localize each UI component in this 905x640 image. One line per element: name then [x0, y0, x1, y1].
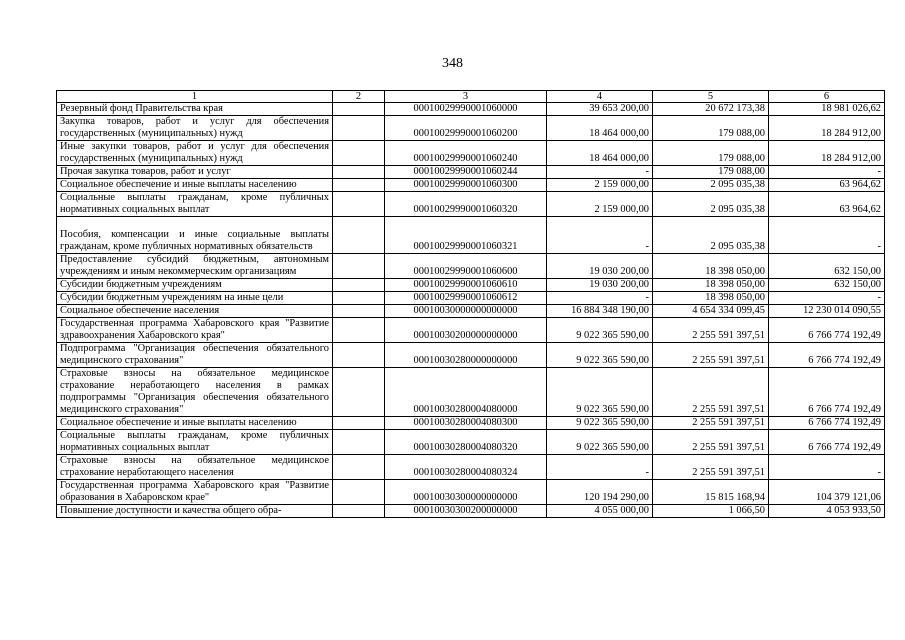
row-blank-cell — [333, 505, 385, 518]
row-value-col4: 19 030 200,00 — [547, 254, 653, 279]
row-value-col4: 9 022 365 590,00 — [547, 430, 653, 455]
table-row — [57, 305, 885, 318]
row-name-cell: Субсидии бюджетным учреждениям — [57, 279, 333, 292]
row-code-cell: 00010030280004080320 — [385, 430, 547, 455]
table-header-row — [57, 91, 885, 103]
row-value-col5: 2 255 591 397,51 — [653, 368, 769, 417]
header-cell-5: 5 — [653, 91, 769, 103]
row-value-col6: 6 766 774 192,49 — [769, 368, 885, 417]
row-name-cell: Резервный фонд Правительства края — [57, 103, 333, 116]
row-blank-cell — [333, 305, 385, 318]
row-code-cell: 00010029990001060300 — [385, 179, 547, 192]
row-code-cell: 00010029990001060200 — [385, 116, 547, 141]
row-value-col6: 6 766 774 192,49 — [769, 343, 885, 368]
table-row — [57, 368, 885, 417]
row-value-col5: 2 095 035,38 — [653, 179, 769, 192]
row-blank-cell — [333, 217, 385, 254]
row-blank-cell — [333, 116, 385, 141]
row-value-col6: 18 284 912,00 — [769, 141, 885, 166]
table-row — [57, 343, 885, 368]
row-value-col6: - — [769, 166, 885, 179]
row-code-cell: 00010030000000000000 — [385, 305, 547, 318]
row-blank-cell — [333, 318, 385, 343]
row-blank-cell — [333, 141, 385, 166]
table-row — [57, 505, 885, 518]
row-code-cell: 00010029990001060321 — [385, 217, 547, 254]
row-blank-cell — [333, 192, 385, 217]
table-row — [57, 279, 885, 292]
header-cell-4: 4 — [547, 91, 653, 103]
row-value-col6: 6 766 774 192,49 — [769, 318, 885, 343]
row-value-col6: 63 964,62 — [769, 179, 885, 192]
row-value-col4: 9 022 365 590,00 — [547, 368, 653, 417]
row-name-cell: Страховые взносы на обязательное медицинское страхование неработающего населения в рамках подпрограммы "Организация обеспечения обязательного медицинского страхования" — [57, 368, 333, 417]
row-name-cell: Подпрограмма "Организация обеспечения обязательного медицинского страхования" — [57, 343, 333, 368]
table-row — [57, 417, 885, 430]
row-value-col4: 4 055 000,00 — [547, 505, 653, 518]
row-value-col4: 19 030 200,00 — [547, 279, 653, 292]
row-value-col5: 15 815 168,94 — [653, 480, 769, 505]
row-blank-cell — [333, 166, 385, 179]
row-value-col6: 6 766 774 192,49 — [769, 417, 885, 430]
row-value-col5: 2 255 591 397,51 — [653, 417, 769, 430]
row-value-col4: 18 464 000,00 — [547, 141, 653, 166]
table-row — [57, 318, 885, 343]
row-name-cell: Предоставление субсидий бюджетным, автономным учреждениям и иным некоммерческим организациям — [57, 254, 333, 279]
row-code-cell: 00010029990001060320 — [385, 192, 547, 217]
row-name-cell: Закупка товаров, работ и услуг для обеспечения государственных (муниципальных) нужд — [57, 116, 333, 141]
table-row — [57, 455, 885, 480]
row-code-cell: 00010030200000000000 — [385, 318, 547, 343]
row-value-col4: - — [547, 166, 653, 179]
row-blank-cell — [333, 179, 385, 192]
row-value-col5: 18 398 050,00 — [653, 292, 769, 305]
row-value-col4: - — [547, 292, 653, 305]
row-value-col6: 104 379 121,06 — [769, 480, 885, 505]
row-value-col5: 179 088,00 — [653, 166, 769, 179]
row-value-col5: 2 255 591 397,51 — [653, 455, 769, 480]
row-blank-cell — [333, 368, 385, 417]
table-row — [57, 103, 885, 116]
row-value-col5: 179 088,00 — [653, 141, 769, 166]
row-name-cell: Пособия, компенсации и иные социальные выплаты гражданам, кроме публичных нормативных обязательств — [57, 217, 333, 254]
row-value-col6: 632 150,00 — [769, 254, 885, 279]
row-value-col5: 18 398 050,00 — [653, 279, 769, 292]
row-code-cell: 00010029990001060600 — [385, 254, 547, 279]
row-value-col6: - — [769, 455, 885, 480]
row-value-col4: - — [547, 455, 653, 480]
row-value-col5: 1 066,50 — [653, 505, 769, 518]
row-code-cell: 00010030300200000000 — [385, 505, 547, 518]
row-code-cell: 00010029990001060240 — [385, 141, 547, 166]
row-name-cell: Социальное обеспечение и иные выплаты населению — [57, 179, 333, 192]
row-value-col5: 2 255 591 397,51 — [653, 430, 769, 455]
row-value-col5: 2 095 035,38 — [653, 217, 769, 254]
row-code-cell: 00010030280004080300 — [385, 417, 547, 430]
table-row — [57, 116, 885, 141]
table-row — [57, 179, 885, 192]
table-row — [57, 254, 885, 279]
row-name-cell: Иные закупки товаров, работ и услуг для обеспечения государственных (муниципальных) нужд — [57, 141, 333, 166]
row-code-cell: 00010030300000000000 — [385, 480, 547, 505]
table-row — [57, 141, 885, 166]
table-row — [57, 217, 885, 254]
row-name-cell: Социальное обеспечение и иные выплаты населению — [57, 417, 333, 430]
row-blank-cell — [333, 455, 385, 480]
row-value-col4: 2 159 000,00 — [547, 192, 653, 217]
row-name-cell: Социальные выплаты гражданам, кроме публичных нормативных социальных выплат — [57, 192, 333, 217]
row-blank-cell — [333, 103, 385, 116]
header-cell-6: 6 — [769, 91, 885, 103]
row-name-cell: Прочая закупка товаров, работ и услуг — [57, 166, 333, 179]
row-name-cell: Субсидии бюджетным учреждениям на иные цели — [57, 292, 333, 305]
row-value-col6: 18 284 912,00 — [769, 116, 885, 141]
row-value-col5: 4 654 334 099,45 — [653, 305, 769, 318]
row-value-col4: 39 653 200,00 — [547, 103, 653, 116]
row-value-col4: 9 022 365 590,00 — [547, 343, 653, 368]
table-row — [57, 480, 885, 505]
row-value-col5: 20 672 173,38 — [653, 103, 769, 116]
row-name-cell: Социальное обеспечение населения — [57, 305, 333, 318]
row-name-cell: Государственная программа Хабаровского края "Развитие образования в Хабаровском крае" — [57, 480, 333, 505]
row-blank-cell — [333, 343, 385, 368]
table-row — [57, 192, 885, 217]
row-blank-cell — [333, 430, 385, 455]
row-value-col6: 12 230 014 090,55 — [769, 305, 885, 318]
row-code-cell: 00010030280000000000 — [385, 343, 547, 368]
row-name-cell: Социальные выплаты гражданам, кроме публичных нормативных социальных выплат — [57, 430, 333, 455]
row-name-cell: Государственная программа Хабаровского края "Развитие здравоохранения Хабаровского края" — [57, 318, 333, 343]
row-name-cell: Страховые взносы на обязательное медицинское страхование неработающего населения — [57, 455, 333, 480]
budget-table — [56, 90, 885, 518]
row-value-col6: - — [769, 292, 885, 305]
header-cell-3: 3 — [385, 91, 547, 103]
row-value-col4: 120 194 290,00 — [547, 480, 653, 505]
row-blank-cell — [333, 417, 385, 430]
row-value-col6: - — [769, 217, 885, 254]
row-value-col6: 63 964,62 — [769, 192, 885, 217]
row-value-col4: 9 022 365 590,00 — [547, 318, 653, 343]
row-value-col4: - — [547, 217, 653, 254]
row-value-col5: 2 255 591 397,51 — [653, 343, 769, 368]
row-value-col5: 2 095 035,38 — [653, 192, 769, 217]
row-value-col5: 18 398 050,00 — [653, 254, 769, 279]
header-cell-1: 1 — [57, 91, 333, 103]
row-blank-cell — [333, 279, 385, 292]
row-blank-cell — [333, 292, 385, 305]
row-code-cell: 00010030280004080000 — [385, 368, 547, 417]
table-row — [57, 430, 885, 455]
header-cell-2: 2 — [333, 91, 385, 103]
row-value-col4: 2 159 000,00 — [547, 179, 653, 192]
row-code-cell: 00010029990001060244 — [385, 166, 547, 179]
row-blank-cell — [333, 480, 385, 505]
table-row — [57, 292, 885, 305]
row-blank-cell — [333, 254, 385, 279]
row-code-cell: 00010029990001060610 — [385, 279, 547, 292]
row-value-col6: 4 053 933,50 — [769, 505, 885, 518]
row-code-cell: 00010029990001060612 — [385, 292, 547, 305]
table-row — [57, 166, 885, 179]
row-value-col5: 179 088,00 — [653, 116, 769, 141]
row-value-col4: 9 022 365 590,00 — [547, 417, 653, 430]
row-name-cell: Повышение доступности и качества общего обра- — [57, 505, 333, 518]
row-value-col6: 18 981 026,62 — [769, 103, 885, 116]
row-value-col4: 18 464 000,00 — [547, 116, 653, 141]
row-value-col6: 6 766 774 192,49 — [769, 430, 885, 455]
page-number: 348 — [442, 56, 463, 71]
row-code-cell: 00010030280004080324 — [385, 455, 547, 480]
row-value-col6: 632 150,00 — [769, 279, 885, 292]
row-code-cell: 00010029990001060000 — [385, 103, 547, 116]
row-value-col4: 16 884 348 190,00 — [547, 305, 653, 318]
row-value-col5: 2 255 591 397,51 — [653, 318, 769, 343]
